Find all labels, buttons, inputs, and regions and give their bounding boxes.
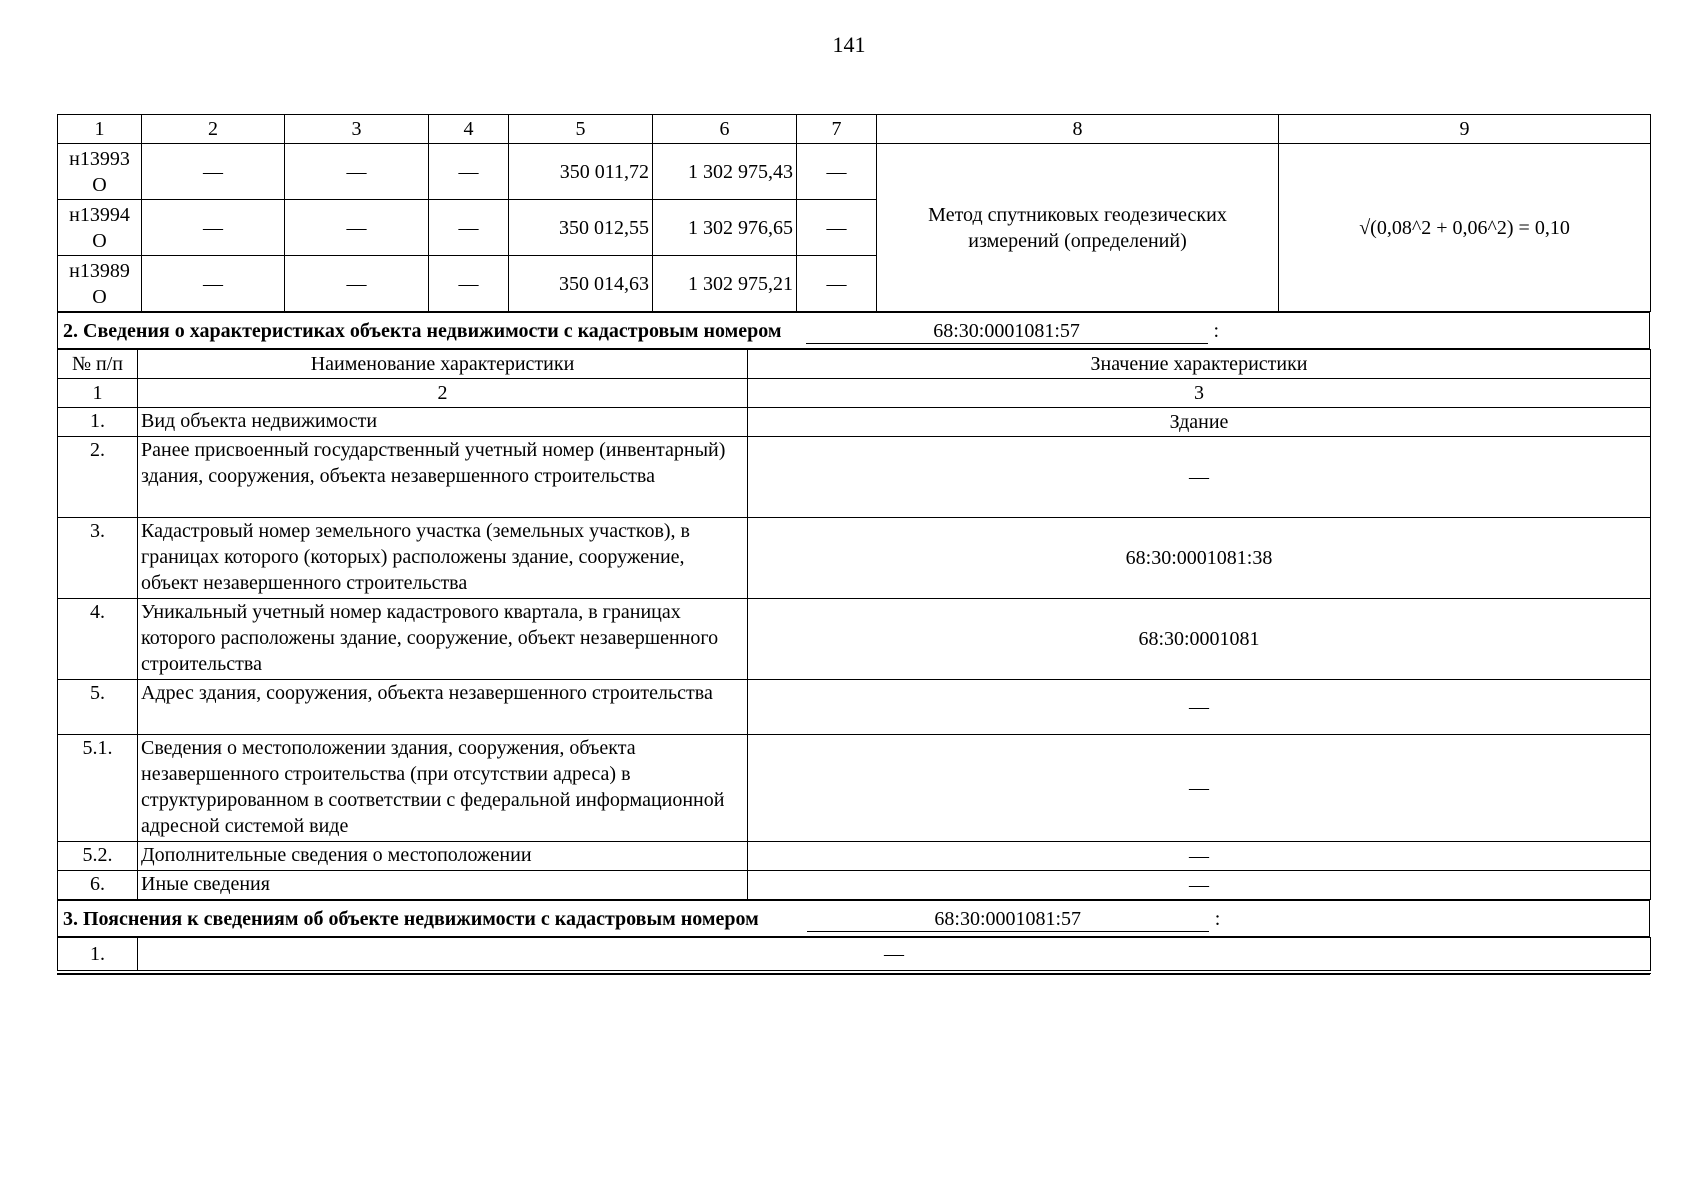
coordinates-row (58, 144, 1651, 200)
coordinates-table (57, 114, 1651, 312)
characteristic-name: Иные сведения (138, 871, 748, 900)
table-row (58, 518, 1651, 599)
col-header-8: 8 (877, 115, 1279, 144)
method-cell: Метод спутниковых геодезических измерений (определений) (877, 144, 1279, 312)
table-row (58, 871, 1651, 900)
coordinates-header-row (58, 115, 1651, 144)
coord-x: 350 011,72 (509, 144, 653, 200)
cell-col2: — (142, 200, 285, 256)
table-row (58, 680, 1651, 735)
cell-col4: — (429, 256, 509, 312)
characteristic-name: Кадастровый номер земельного участка (земельных участков), в границах которого (которых) расположены здание, сооружение, объект незавершенного строительства (138, 518, 748, 599)
characteristics-table (57, 349, 1651, 900)
section3-colon: : (1214, 907, 1221, 930)
cell-col7: — (797, 200, 877, 256)
row-number: 5. (58, 680, 138, 735)
coord-y: 1 302 975,43 (653, 144, 797, 200)
characteristic-value: Здание (748, 408, 1651, 437)
point-name: н13994 О (58, 200, 142, 256)
col-number-2: 2 (138, 379, 748, 408)
col-header-2: 2 (142, 115, 285, 144)
section2-colon: : (1213, 319, 1220, 342)
coord-y: 1 302 976,65 (653, 200, 797, 256)
col-header-value: Значение характеристики (748, 350, 1651, 379)
coord-x: 350 014,63 (509, 256, 653, 312)
characteristic-value: — (748, 680, 1651, 735)
col-header-6: 6 (653, 115, 797, 144)
col-header-number: № п/п (58, 350, 138, 379)
cell-col3: — (285, 144, 429, 200)
accuracy-formula-cell: √(0,08^2 + 0,06^2) = 0,10 (1279, 144, 1651, 312)
section3-cadastral-number: 68:30:0001081:57 (807, 907, 1209, 932)
characteristics-header-row (58, 350, 1651, 379)
coord-y: 1 302 975,21 (653, 256, 797, 312)
table-row (58, 408, 1651, 437)
characteristic-name: Ранее присвоенный государственный учетный номер (инвентарный) здания, сооружения, объекта незавершенного строительства (138, 437, 748, 518)
row-number: 6. (58, 871, 138, 900)
notes-table (57, 937, 1651, 974)
table-row (58, 842, 1651, 871)
characteristic-value: — (748, 437, 1651, 518)
characteristic-name: Сведения о местоположении здания, сооружения, объекта незавершенного строительства (при отсутствии адреса) в структурированном в соответствии с федеральной информационной адресной системой виде (138, 735, 748, 842)
table-row (58, 735, 1651, 842)
characteristic-name: Вид объекта недвижимости (138, 408, 748, 437)
table-row (58, 938, 1651, 973)
characteristic-value: — (748, 842, 1651, 871)
row-number: 3. (58, 518, 138, 599)
row-number: 1. (58, 408, 138, 437)
col-header-7: 7 (797, 115, 877, 144)
row-number: 5.2. (58, 842, 138, 871)
col-header-5: 5 (509, 115, 653, 144)
coord-x: 350 012,55 (509, 200, 653, 256)
characteristic-name: Дополнительные сведения о местоположении (138, 842, 748, 871)
characteristic-name: Уникальный учетный номер кадастрового квартала, в границах которого расположены здание, сооружение, объект незавершенного строительства (138, 599, 748, 680)
table-row (58, 599, 1651, 680)
characteristics-colnum-row (58, 379, 1651, 408)
row-number: 5.1. (58, 735, 138, 842)
note-value: — (138, 938, 1651, 973)
table-row (58, 437, 1651, 518)
cell-col3: — (285, 256, 429, 312)
characteristic-value: 68:30:0001081 (748, 599, 1651, 680)
col-header-9: 9 (1279, 115, 1651, 144)
cell-col4: — (429, 144, 509, 200)
col-header-1: 1 (58, 115, 142, 144)
col-number-3: 3 (748, 379, 1651, 408)
page-number: 141 (832, 32, 866, 57)
document-sheet (57, 114, 1650, 975)
section3-title: 3. Пояснения к сведениям об объекте недвижимости с кадастровым номером (63, 907, 759, 930)
row-number: 1. (58, 938, 138, 973)
characteristic-value: — (748, 871, 1651, 900)
cell-col3: — (285, 200, 429, 256)
cell-col2: — (142, 256, 285, 312)
section2-header (57, 312, 1650, 349)
cell-col7: — (797, 144, 877, 200)
point-name: н13993 О (58, 144, 142, 200)
cell-col4: — (429, 200, 509, 256)
characteristic-value: 68:30:0001081:38 (748, 518, 1651, 599)
row-number: 2. (58, 437, 138, 518)
section2-cadastral-number: 68:30:0001081:57 (806, 319, 1208, 344)
cell-col2: — (142, 144, 285, 200)
col-header-4: 4 (429, 115, 509, 144)
col-header-name: Наименование характеристики (138, 350, 748, 379)
section2-title: 2. Сведения о характеристиках объекта недвижимости с кадастровым номером (63, 319, 782, 342)
characteristic-value: — (748, 735, 1651, 842)
section3-header (57, 900, 1650, 937)
col-header-3: 3 (285, 115, 429, 144)
row-number: 4. (58, 599, 138, 680)
col-number-1: 1 (58, 379, 138, 408)
point-name: н13989 О (58, 256, 142, 312)
characteristic-name: Адрес здания, сооружения, объекта незавершенного строительства (138, 680, 748, 735)
cell-col7: — (797, 256, 877, 312)
